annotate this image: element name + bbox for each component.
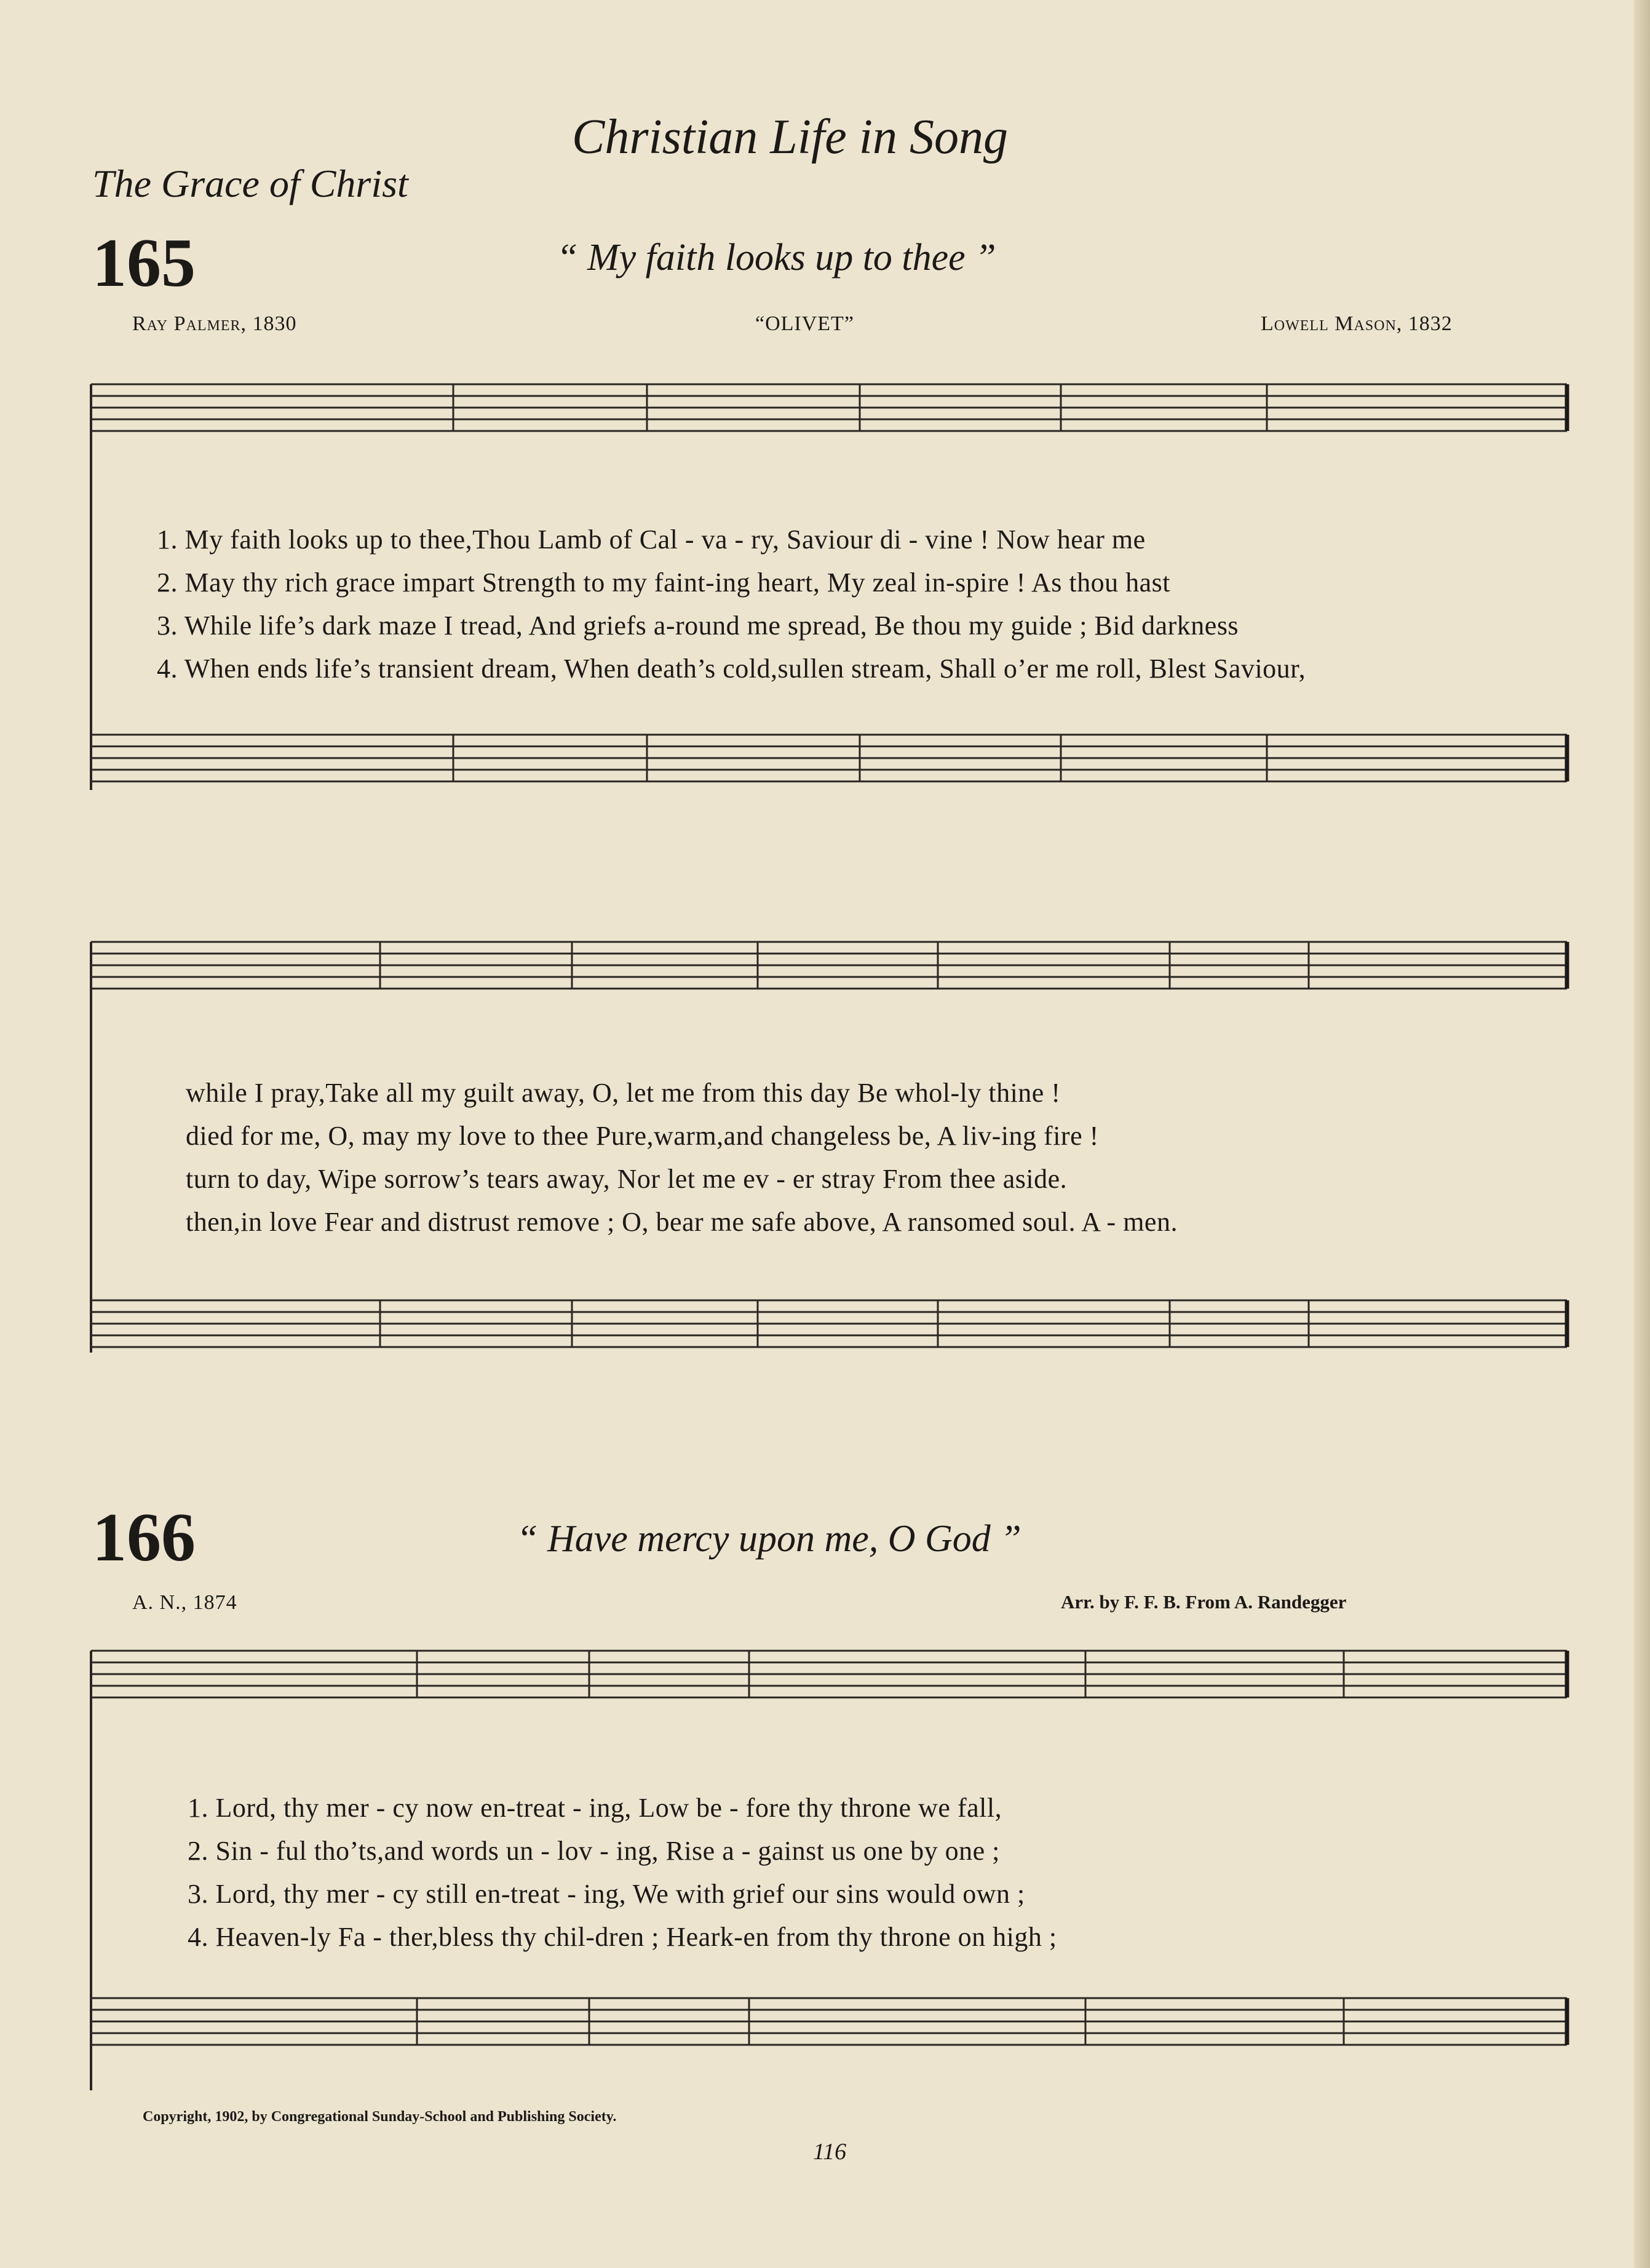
hymn-165-verse-1-part-2: while I pray,Take all my guilt away, O, let me from this day Be whol-ly thine ! — [186, 1078, 1061, 1108]
hymn-number-166: 166 — [92, 1499, 196, 1576]
hymn-166-verse-2: 2. Sin - ful tho’ts,and words un - lov - ing, Rise a - gainst us one by one ; — [188, 1836, 1000, 1866]
hymn-165-verse-3-part-1: 3. While life’s dark maze I tread, And griefs a-round me spread, Be thou my guide ; Bid darkness — [157, 610, 1239, 641]
hymn-number-165: 165 — [92, 225, 196, 301]
hymn-165-verse-4-part-1: 4. When ends life’s transient dream, When death’s cold,sullen stream, Shall o’er me roll, Blest Saviour, — [157, 654, 1306, 684]
hymn-165-tune: “OLIVET” — [755, 312, 854, 335]
hymn-165-verse-2-part-1: 2. May thy rich grace impart Strength to my faint-ing heart, My zeal in-spire ! As thou hast — [157, 567, 1170, 598]
hymn-166-author: A. N., 1874 — [132, 1591, 237, 1614]
hymn-166-composer: Arr. by F. F. B. From A. Randegger — [1061, 1591, 1347, 1613]
hymn-165-verse-1-part-1: 1. My faith looks up to thee,Thou Lamb of Cal - va - ry, Saviour di - vine ! Now hear me — [157, 524, 1146, 555]
section-title: The Grace of Christ — [92, 162, 408, 205]
hymn-165-first-line: “ My faith looks up to thee ” — [557, 237, 996, 279]
hymn-166-verse-3: 3. Lord, thy mer - cy still en-treat - ing, We with grief our sins would own ; — [188, 1879, 1025, 1909]
hymn-166-verse-4: 4. Heaven-ly Fa - ther,bless thy chil-dren ; Heark-en from thy throne on high ; — [188, 1922, 1057, 1952]
hymn-166-first-line: “ Have mercy upon me, O God ” — [517, 1518, 1021, 1560]
copyright-notice: Copyright, 1902, by Congregational Sunday-School and Publishing Society. — [143, 2109, 617, 2125]
book-title: Christian Life in Song — [572, 110, 1008, 164]
hymn-165-verse-2-part-2: died for me, O, may my love to thee Pure,warm,and changeless be, A liv-ing fire ! — [186, 1121, 1099, 1151]
hymn-165-composer: Lowell Mason, 1832 — [1261, 312, 1453, 335]
hymn-165-verse-3-part-2: turn to day, Wipe sorrow’s tears away, Nor let me ev - er stray From thee aside. — [186, 1164, 1068, 1194]
hymn-165-verse-4-part-2: then,in love Fear and distrust remove ; O, bear me safe above, A ransomed soul. A - men. — [186, 1207, 1178, 1237]
page-number: 116 — [813, 2139, 847, 2165]
hymn-166-verse-1: 1. Lord, thy mer - cy now en-treat - ing, Low be - fore thy throne we fall, — [188, 1793, 1002, 1823]
hymn-165-author: Ray Palmer, 1830 — [132, 312, 297, 335]
